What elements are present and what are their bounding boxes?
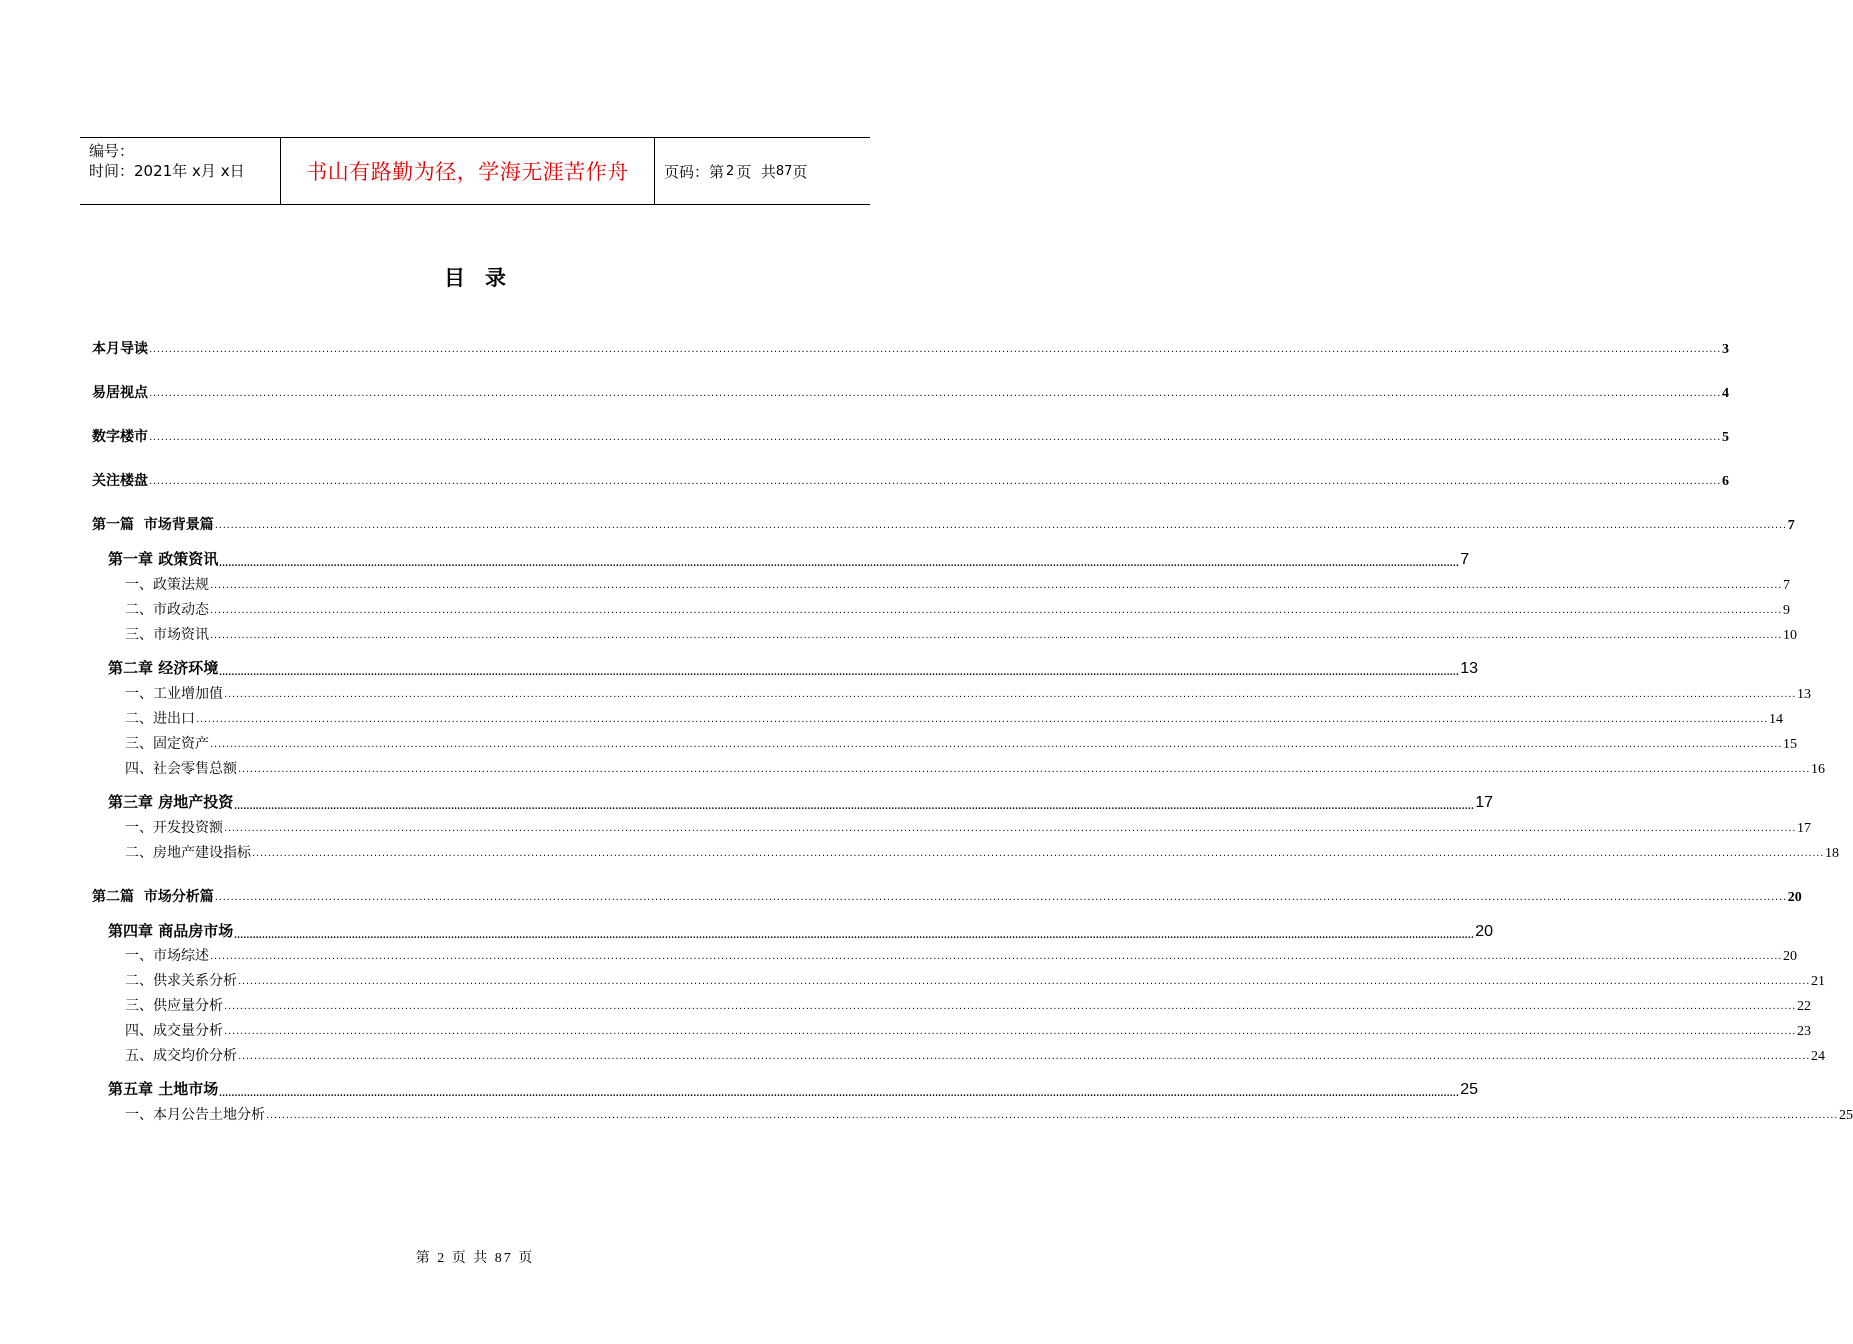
toc-dot-leader: ................................................................................................................................................................................................................................................................................................................................................................................................................ bbox=[219, 1088, 1460, 1099]
toc-entry-label: 易居视点 bbox=[92, 385, 148, 401]
toc-entry-label: 二、进出口 bbox=[125, 711, 195, 727]
header-meta-cell bbox=[80, 138, 281, 204]
toc-entry[interactable] bbox=[125, 758, 1826, 778]
toc-entry-label: 二、市政动态 bbox=[125, 602, 209, 618]
toc-entry-page: 23 bbox=[1797, 1024, 1812, 1039]
toc-entry-page: 20 bbox=[1475, 923, 1494, 940]
toc-entry[interactable] bbox=[108, 920, 1494, 941]
toc-dot-leader: ················································································································································································································································································································································································································ bbox=[149, 479, 1722, 490]
toc-entry[interactable] bbox=[125, 1104, 1853, 1124]
toc-entry-label: 第二章 经济环境 bbox=[108, 659, 219, 677]
page-code-total: 87 bbox=[775, 163, 793, 179]
toc-entry[interactable] bbox=[125, 945, 1798, 965]
toc-entry-page: 5 bbox=[1722, 430, 1730, 445]
number-label: 编号： bbox=[89, 142, 135, 160]
toc-entry[interactable] bbox=[92, 338, 1730, 358]
page-code-label: 页码：第 bbox=[664, 162, 725, 181]
toc-entry[interactable] bbox=[125, 708, 1784, 728]
toc-dot-leader: ................................................................................................................................................................................................................................................................................................................................................................................................................ bbox=[234, 801, 1475, 812]
toc-dot-leader: ················································································································································································································································································································································································································ bbox=[224, 1004, 1797, 1015]
toc-entry[interactable] bbox=[108, 657, 1479, 678]
toc-entry-page: 9 bbox=[1783, 603, 1791, 618]
document-header bbox=[80, 137, 870, 205]
toc-dot-leader: ················································································································································································································································································································································································································ bbox=[266, 1113, 1839, 1124]
page-code-end: 页 bbox=[792, 162, 808, 181]
toc-entry[interactable] bbox=[108, 1078, 1479, 1099]
toc-dot-leader: ················································································································································································································································································································································································································ bbox=[210, 608, 1783, 619]
toc-entry-page: 7 bbox=[1783, 578, 1791, 593]
toc-title: 目录 bbox=[444, 266, 526, 290]
toc-entry-page: 22 bbox=[1797, 999, 1812, 1014]
toc-entry-page: 13 bbox=[1797, 687, 1812, 702]
toc-entry[interactable] bbox=[92, 426, 1730, 446]
toc-entry[interactable] bbox=[125, 599, 1791, 619]
toc-dot-leader: ················································································································································································································································································································································································································ bbox=[149, 347, 1722, 358]
toc-entry[interactable] bbox=[108, 548, 1470, 569]
toc-entry-page: 4 bbox=[1722, 386, 1730, 401]
time-year: 2021 bbox=[134, 162, 173, 180]
toc-dot-leader: ················································································································································································································································································································································································································ bbox=[224, 692, 1797, 703]
toc-dot-leader: ················································································································································································································································································································································································································ bbox=[149, 435, 1722, 446]
toc-entry-label: 四、成交量分析 bbox=[125, 1023, 223, 1039]
toc-entry-page: 7 bbox=[1460, 551, 1470, 568]
toc-entry-label: 第五章 土地市场 bbox=[108, 1080, 219, 1098]
toc-entry-label: 关注楼盘 bbox=[92, 473, 148, 489]
motto-text: 书山有路勤为径，学海无涯苦作舟 bbox=[306, 160, 629, 184]
toc-entry-page: 24 bbox=[1811, 1049, 1826, 1064]
toc-entry-page: 20 bbox=[1787, 890, 1802, 905]
toc-entry[interactable] bbox=[92, 886, 1802, 906]
footer-prefix: 第 bbox=[415, 1251, 432, 1266]
page-code-current: 2 bbox=[726, 163, 735, 179]
toc-entry-page: 17 bbox=[1797, 821, 1812, 836]
toc-entry[interactable] bbox=[125, 842, 1840, 862]
time-line bbox=[89, 161, 280, 181]
toc-entry-page: 6 bbox=[1722, 474, 1730, 489]
toc-entry-label: 二、房地产建设指标 bbox=[125, 845, 251, 861]
time-year-unit: 年 bbox=[172, 162, 188, 180]
toc-dot-leader: ················································································································································································································································································································································································································ bbox=[210, 583, 1783, 594]
footer-total: 87 bbox=[494, 1251, 513, 1266]
toc-entry-page: 3 bbox=[1722, 342, 1730, 357]
time-prefix: 时间： bbox=[89, 162, 135, 180]
toc-entry-label: 五、成交均价分析 bbox=[125, 1048, 237, 1064]
time-day: x bbox=[220, 162, 230, 180]
toc-entry-label: 一、工业增加值 bbox=[125, 686, 223, 702]
toc-entry-label: 本月导读 bbox=[92, 341, 148, 357]
toc-entry-label: 一、本月公告土地分析 bbox=[125, 1107, 265, 1123]
toc-dot-leader: ················································································································································································································································································································································································································ bbox=[149, 391, 1722, 402]
toc-dot-leader: ................................................................................................................................................................................................................................................................................................................................................................................................................ bbox=[234, 930, 1475, 941]
toc-entry-label: 二、供求关系分析 bbox=[125, 973, 237, 989]
toc-dot-leader: ................................................................................................................................................................................................................................................................................................................................................................................................................ bbox=[219, 667, 1460, 678]
toc-dot-leader: ················································································································································································································································································································································································································ bbox=[214, 523, 1787, 534]
toc-entry-label: 第一篇 市场背景篇 bbox=[92, 517, 214, 533]
time-day-unit: 日 bbox=[229, 162, 245, 180]
toc-dot-leader: ················································································································································································································································································································································································································ bbox=[224, 1029, 1797, 1040]
toc-entry-label: 数字楼市 bbox=[92, 429, 148, 445]
toc-dot-leader: ················································································································································································································································································································································································································ bbox=[224, 826, 1797, 837]
toc-entry[interactable] bbox=[92, 470, 1730, 490]
toc-dot-leader: ················································································································································································································································································································································································································ bbox=[252, 851, 1825, 862]
toc-dot-leader: ················································································································································································································································································································································································································ bbox=[238, 767, 1811, 778]
toc-dot-leader: ················································································································································································································································································································································································································ bbox=[210, 742, 1783, 753]
toc-entry-label: 三、供应量分析 bbox=[125, 998, 223, 1014]
toc-entry-page: 10 bbox=[1783, 628, 1798, 643]
toc-entry[interactable] bbox=[108, 791, 1494, 812]
toc-entry-label: 四、社会零售总额 bbox=[125, 761, 237, 777]
toc-entry-label: 三、固定资产 bbox=[125, 736, 209, 752]
page-footer bbox=[0, 1247, 950, 1267]
toc-entry[interactable] bbox=[92, 514, 1795, 534]
toc-entry-page: 25 bbox=[1460, 1081, 1479, 1098]
toc-entry-label: 一、政策法规 bbox=[125, 577, 209, 593]
toc-entry-page: 18 bbox=[1825, 846, 1840, 861]
toc-entry[interactable] bbox=[125, 733, 1798, 753]
toc-entry[interactable] bbox=[125, 1020, 1812, 1040]
toc-entry[interactable] bbox=[125, 574, 1791, 594]
toc-dot-leader: ················································································································································································································································································································································································································ bbox=[210, 954, 1783, 965]
toc-entry[interactable] bbox=[125, 817, 1812, 837]
toc-entry[interactable] bbox=[92, 382, 1730, 402]
toc-entry-page: 21 bbox=[1811, 974, 1826, 989]
toc-entry-page: 20 bbox=[1783, 949, 1798, 964]
footer-mid: 页 共 bbox=[451, 1251, 490, 1266]
toc-entry-label: 第二篇 市场分析篇 bbox=[92, 889, 214, 905]
toc-entry-label: 三、市场资讯 bbox=[125, 627, 209, 643]
toc-entry[interactable] bbox=[125, 683, 1812, 703]
toc-entry-page: 14 bbox=[1769, 712, 1784, 727]
toc-entry-page: 7 bbox=[1787, 518, 1795, 533]
toc-dot-leader: ················································································································································································································································································································································································································ bbox=[214, 895, 1787, 906]
toc-dot-leader: ················································································································································································································································································································································································································ bbox=[238, 979, 1811, 990]
toc-dot-leader: ················································································································································································································································································································································································································ bbox=[210, 633, 1783, 644]
toc-entry-label: 第四章 商品房市场 bbox=[108, 922, 234, 940]
toc-entry-page: 17 bbox=[1475, 794, 1494, 811]
page-code-mid: 页 共 bbox=[736, 162, 776, 181]
toc-entry[interactable] bbox=[125, 624, 1798, 644]
toc-dot-leader: ················································································································································································································································································································································································································ bbox=[238, 1054, 1811, 1065]
header-page-cell bbox=[655, 138, 870, 204]
toc-entry[interactable] bbox=[125, 1045, 1826, 1065]
toc-dot-leader: ················································································································································································································································································································································································································ bbox=[196, 717, 1769, 728]
toc-entry-page: 15 bbox=[1783, 737, 1798, 752]
toc-entry-page: 13 bbox=[1460, 660, 1479, 677]
toc-entry-label: 一、开发投资额 bbox=[125, 820, 223, 836]
toc-entry-page: 16 bbox=[1811, 762, 1826, 777]
footer-current: 2 bbox=[437, 1251, 447, 1266]
toc-entry-label: 第一章 政策资讯 bbox=[108, 550, 219, 568]
toc-entry-label: 第三章 房地产投资 bbox=[108, 793, 234, 811]
toc-entry-label: 一、市场综述 bbox=[125, 948, 209, 964]
toc-entry[interactable] bbox=[125, 970, 1826, 990]
toc-entry-page: 25 bbox=[1839, 1108, 1853, 1123]
footer-suffix: 页 bbox=[518, 1251, 535, 1266]
time-month-unit: 月 bbox=[200, 162, 216, 180]
toc-dot-leader: ................................................................................................................................................................................................................................................................................................................................................................................................................ bbox=[219, 558, 1460, 569]
time-month: x bbox=[192, 162, 201, 180]
toc-entry[interactable] bbox=[125, 995, 1812, 1015]
header-motto-cell bbox=[281, 138, 655, 204]
